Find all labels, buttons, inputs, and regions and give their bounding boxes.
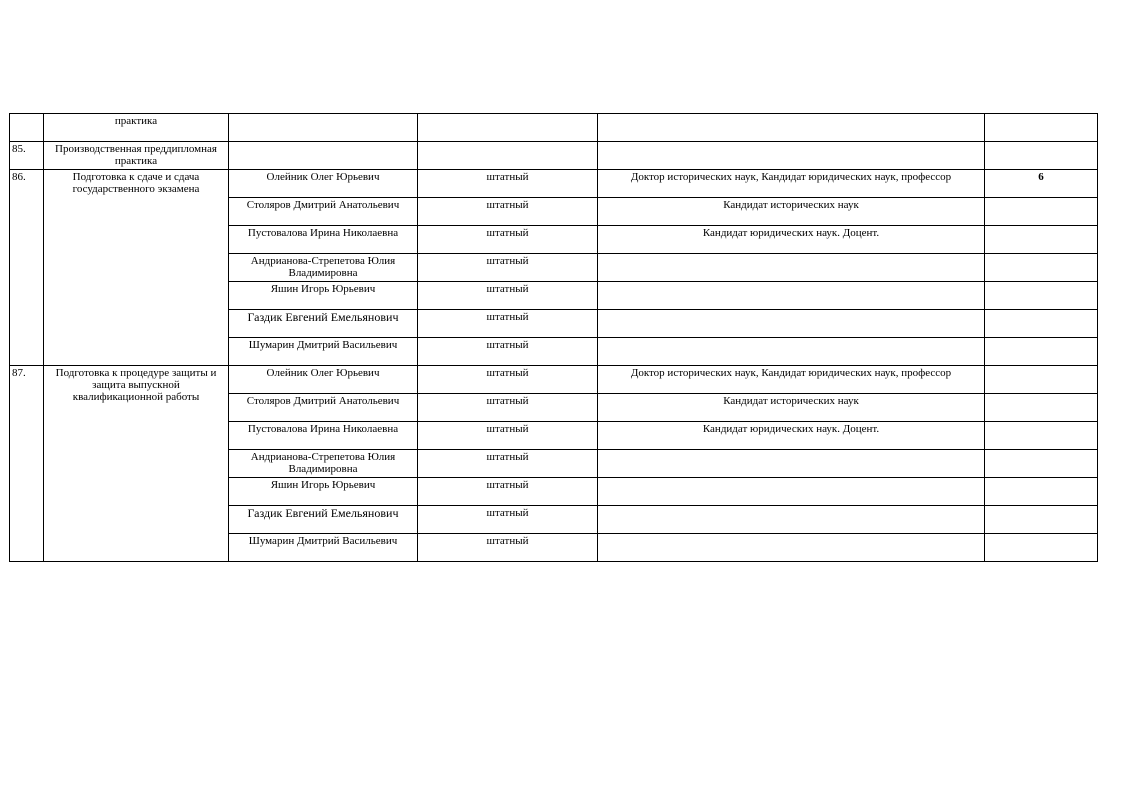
teacher-name-cell: Шумарин Дмитрий Васильевич: [229, 534, 418, 562]
employment-cell: [418, 142, 598, 170]
degree-cell: Доктор исторических наук, Кандидат юридических наук, профессор: [598, 170, 985, 198]
employment-cell: штатный: [418, 170, 598, 198]
row-number-cell: 86.: [10, 170, 44, 366]
employment-cell: штатный: [418, 226, 598, 254]
degree-cell: [598, 478, 985, 506]
employment-cell: штатный: [418, 198, 598, 226]
teacher-name-cell: Газдик Евгений Емельянович: [229, 310, 418, 338]
teacher-name-cell: Андрианова-Стрепетова Юлия Владимировна: [229, 450, 418, 478]
teacher-name-cell: Пустовалова Ирина Николаевна: [229, 422, 418, 450]
count-cell: [985, 506, 1098, 534]
teacher-name-cell: Олейник Олег Юрьевич: [229, 170, 418, 198]
teacher-name-cell: Шумарин Дмитрий Васильевич: [229, 338, 418, 366]
employment-cell: штатный: [418, 534, 598, 562]
degree-cell: [598, 534, 985, 562]
degree-cell: Доктор исторических наук, Кандидат юридических наук, профессор: [598, 366, 985, 394]
employment-cell: штатный: [418, 422, 598, 450]
employment-cell: штатный: [418, 450, 598, 478]
teacher-name-cell: Столяров Дмитрий Анатольевич: [229, 394, 418, 422]
count-cell: [985, 282, 1098, 310]
teacher-name-cell: Яшин Игорь Юрьевич: [229, 478, 418, 506]
count-cell: [985, 142, 1098, 170]
count-cell: [985, 450, 1098, 478]
employment-cell: штатный: [418, 394, 598, 422]
count-cell: [985, 254, 1098, 282]
degree-cell: [598, 310, 985, 338]
discipline-cell: Подготовка к сдаче и сдача государственного экзамена: [44, 170, 229, 366]
degree-cell: [598, 338, 985, 366]
count-cell: [985, 478, 1098, 506]
count-cell: [985, 366, 1098, 394]
teacher-name-cell: [229, 142, 418, 170]
discipline-cell: Подготовка к процедуре защиты и защита выпускной квалификационной работы: [44, 366, 229, 562]
count-cell: [985, 534, 1098, 562]
teacher-name-cell: Пустовалова Ирина Николаевна: [229, 226, 418, 254]
count-cell: [985, 394, 1098, 422]
employment-cell: штатный: [418, 282, 598, 310]
degree-cell: [598, 254, 985, 282]
staff-table: [9, 113, 1098, 562]
degree-cell: Кандидат исторических наук: [598, 394, 985, 422]
employment-cell: штатный: [418, 478, 598, 506]
count-cell: [985, 198, 1098, 226]
teacher-name-cell: Столяров Дмитрий Анатольевич: [229, 198, 418, 226]
table-row: [10, 170, 1098, 198]
table-row: [10, 114, 1098, 142]
degree-cell: Кандидат исторических наук: [598, 198, 985, 226]
row-number-cell: [10, 114, 44, 142]
table-row: [10, 142, 1098, 170]
employment-cell: штатный: [418, 506, 598, 534]
count-cell: [985, 226, 1098, 254]
employment-cell: штатный: [418, 310, 598, 338]
degree-cell: [598, 506, 985, 534]
degree-cell: [598, 142, 985, 170]
count-cell: [985, 310, 1098, 338]
teacher-name-cell: [229, 114, 418, 142]
teacher-name-cell: Олейник Олег Юрьевич: [229, 366, 418, 394]
discipline-cell: Производственная преддипломная практика: [44, 142, 229, 170]
count-cell: [985, 422, 1098, 450]
degree-cell: [598, 114, 985, 142]
teacher-name-cell: Яшин Игорь Юрьевич: [229, 282, 418, 310]
degree-cell: [598, 282, 985, 310]
employment-cell: штатный: [418, 338, 598, 366]
row-number-cell: 87.: [10, 366, 44, 562]
employment-cell: [418, 114, 598, 142]
count-cell: [985, 338, 1098, 366]
count-cell: [985, 114, 1098, 142]
degree-cell: [598, 450, 985, 478]
row-number-cell: 85.: [10, 142, 44, 170]
employment-cell: штатный: [418, 254, 598, 282]
employment-cell: штатный: [418, 366, 598, 394]
degree-cell: Кандидат юридических наук. Доцент.: [598, 226, 985, 254]
degree-cell: Кандидат юридических наук. Доцент.: [598, 422, 985, 450]
discipline-cell: практика: [44, 114, 229, 142]
teacher-name-cell: Газдик Евгений Емельянович: [229, 506, 418, 534]
teacher-name-cell: Андрианова-Стрепетова Юлия Владимировна: [229, 254, 418, 282]
table-row: [10, 366, 1098, 394]
count-cell: 6: [985, 170, 1098, 198]
